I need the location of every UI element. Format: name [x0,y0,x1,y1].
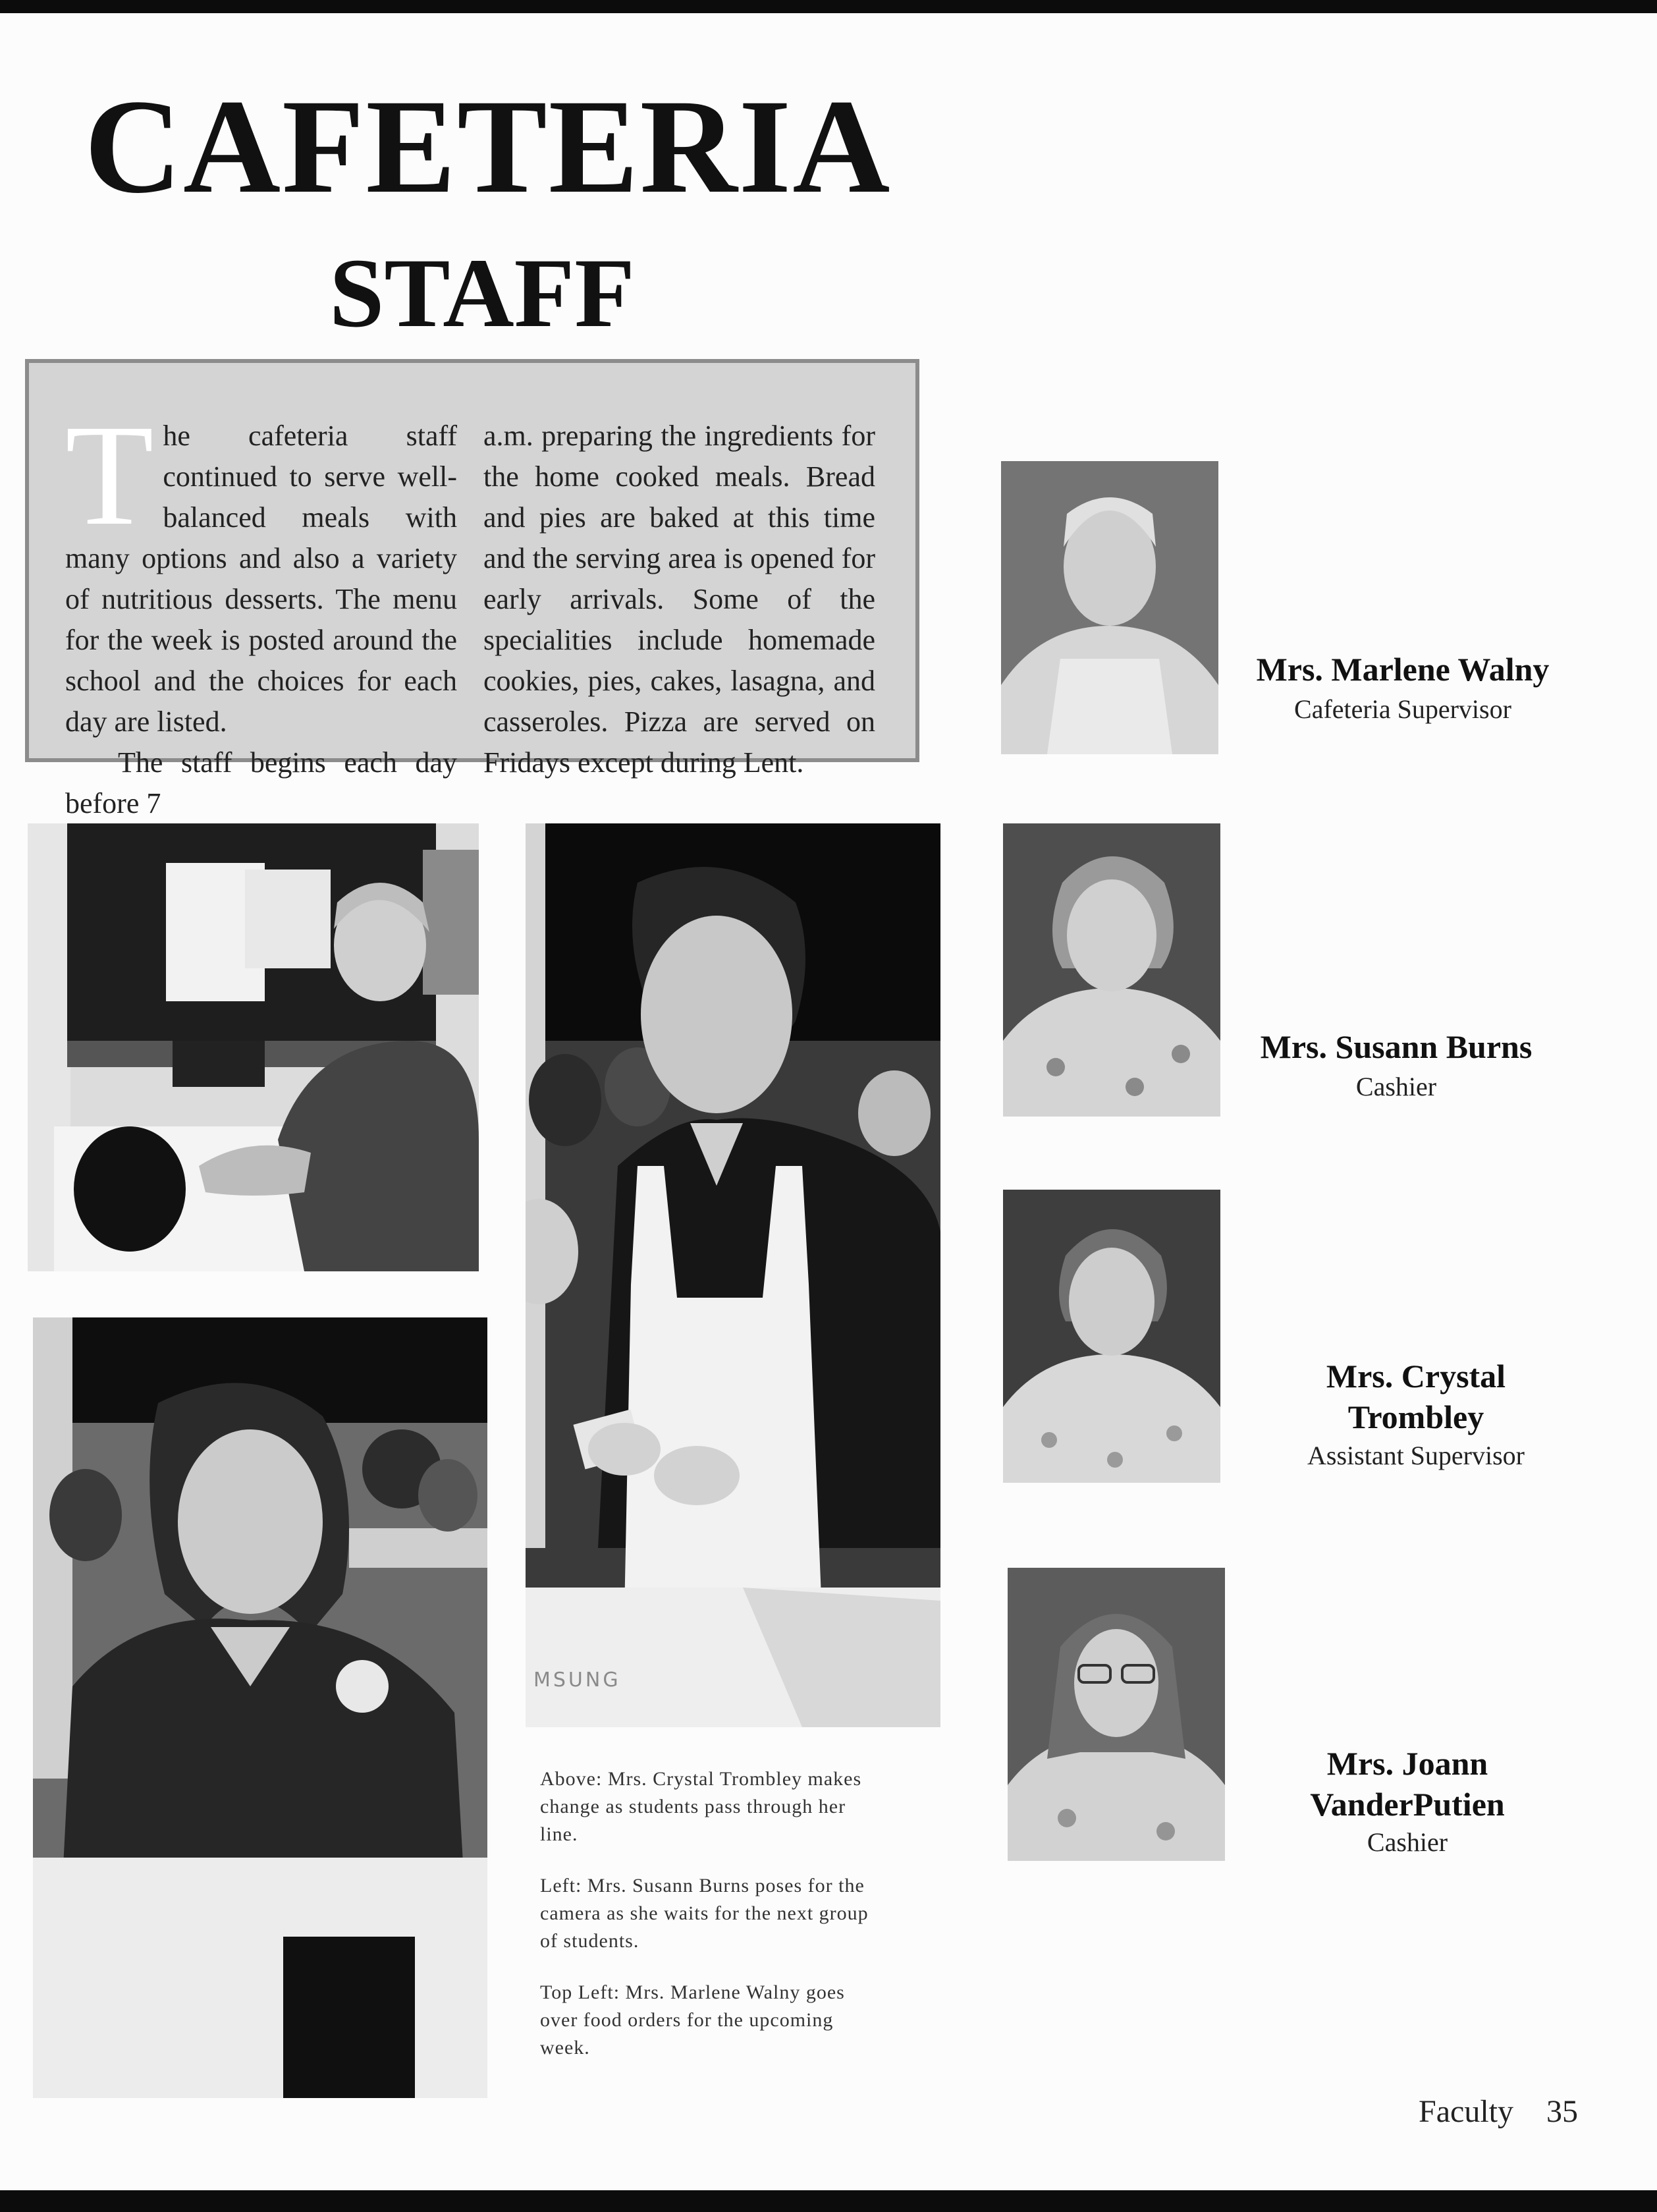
portrait-crystal-trombley [1003,1190,1220,1483]
intro-column-1 [65,395,457,824]
photo-making-change [526,823,940,1727]
staff-name-trombley-line2: Trombley [1347,1398,1484,1435]
bottom-border [0,2190,1657,2212]
staff-name-trombley-line1: Mrs. Crystal [1326,1358,1506,1395]
page-folio [1419,2093,1578,2130]
page-title: CAFETERIA [84,72,892,221]
staff-name-burns: Mrs. Susann Burns [1260,1028,1533,1065]
photo-desk-orders [28,823,479,1271]
staff-name-vanderputien-line2: VanderPutien [1310,1786,1505,1823]
intro-paragraph-1: he cafeteria staff continued to serve well-balanced meals with many options and also a variety of nutritious desserts. The menu for the week is posted around the school and the choices for each day are listed. [65,420,457,738]
register-brand-text: MSUNG [533,1669,621,1692]
intro-paragraph-2-start: The staff begins each day before 7 [65,746,457,819]
portrait-marlene-walny [1001,461,1218,754]
page-number: 35 [1546,2094,1578,2129]
staff-role-trombley: Assistant Supervisor [1307,1441,1525,1470]
caption-top-left: Top Left: Mrs. Marlene Walny goes over food orders for the upcoming week. [540,1981,845,2059]
caption-above: Above: Mrs. Crystal Trombley makes change as students pass through her line. [540,1768,862,1845]
portrait-susann-burns [1003,823,1220,1117]
staff-name-vanderputien-line1: Mrs. Joann [1326,1745,1488,1782]
folio-section: Faculty [1419,2094,1513,2129]
staff-role-burns: Cashier [1355,1072,1437,1101]
portrait-joann-vanderputien [1008,1568,1225,1861]
staff-role-walny: Cafeteria Supervisor [1294,694,1511,724]
staff-role-vanderputien: Cashier [1367,1827,1448,1857]
staff-name-walny: Mrs. Marlene Walny [1256,651,1550,688]
photo-register-portrait [33,1317,487,2098]
caption-left: Left: Mrs. Susann Burns poses for the camera as she waits for the next group of students. [540,1875,869,1952]
page-subtitle: STAFF [329,238,635,348]
drop-cap: T [65,395,154,555]
intro-box [25,359,919,819]
top-border [0,0,1657,13]
intro-column-2: a.m. preparing the ingredients for the home cooked meals. Bread and pies are baked at this time and the serving area is opened for early arrivals. Some of the specialities include homemade cookies, pies, cakes, lasagna, and casseroles. Pizza are served on Fridays except during Lent. [483,420,875,779]
photo-captions [540,1765,883,2086]
